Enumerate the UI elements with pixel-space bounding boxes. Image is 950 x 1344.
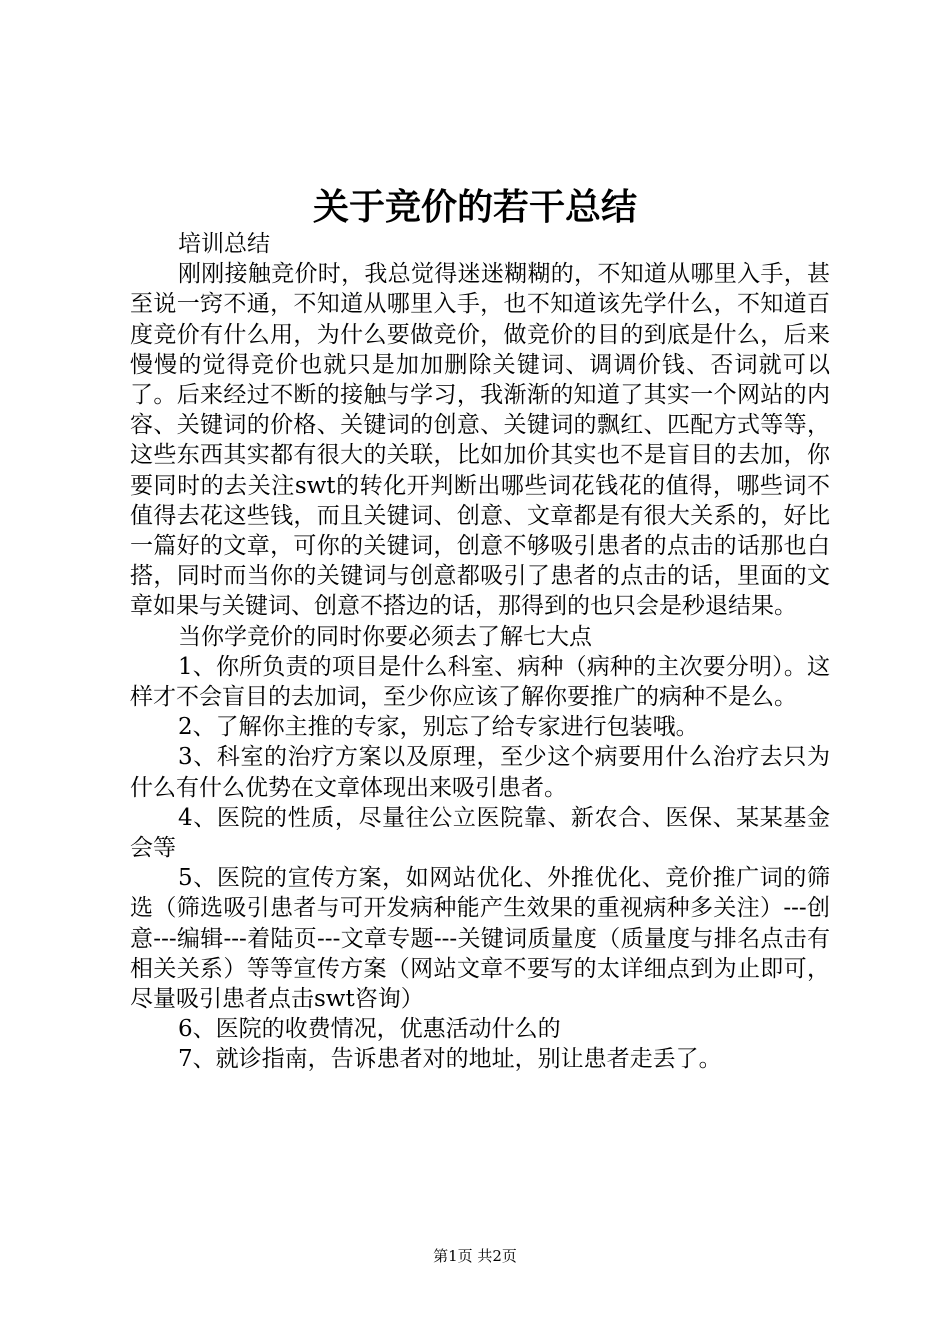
list-item-point-2: 2、了解你主推的专家，别忘了给专家进行包装哦。 [178, 714, 699, 741]
list-item-point-4: 4、医院的性质，尽量往公立医院靠、新农合、医保、某某基金会等 [130, 804, 830, 862]
list-item-point-3: 3、科室的治疗方案以及原理，至少这个病要用什么治疗去只为什么有什么优势在文章体现出来吸引患者。 [130, 744, 830, 801]
list-item-point-7: 7、就诊指南，告诉患者对的地址，别让患者走丢了。 [178, 1046, 722, 1073]
list-item-point-1: 1、你所负责的项目是什么科室、病种（病种的主次要分明）。这样才不会盲目的去加词，至少你应该了解你要推广的病种不是么。 [130, 653, 830, 711]
list-item-point-6: 6、医院的收费情况，优惠活动什么的 [178, 1016, 561, 1043]
paragraph-training-summary: 培训总结 [178, 231, 270, 257]
list-item-point-5: 5、医院的宣传方案，如网站优化、外推优化、竞价推广词的筛选（筛选吸引患者与可开发病种能产生效果的重视病种多关注）---创意---编辑---着陆页---文章专题---关键词质量度（质量度与排名点击有相关关系）等等宣传方案（网站文章不要写的太详细点到为止即可，尽量吸引患者点击swt咨询） [130, 865, 830, 1013]
page-number: 第1页 共2页 [433, 1247, 517, 1265]
paragraph-seven-points-heading: 当你学竞价的同时你要必须去了解七大点 [178, 623, 592, 650]
page-footer [0, 1246, 950, 1266]
document-body [130, 229, 830, 1075]
page-title: 关于竞价的若干总结 [312, 186, 637, 228]
paragraph-intro: 刚刚接触竞价时，我总觉得迷迷糊糊的，不知道从哪里入手，甚至说一窍不通，不知道从哪里入手，也不知道该先学什么，不知道百度竞价有什么用，为什么要做竞价，做竞价的目的到底是什么，后来慢慢的觉得竞价也就只是加加删除关键词、调调价钱、否词就可以了。后来经过不断的接触与学习，我渐渐的知道了其实一个网站的内容、关键词的价格、关键词的创意、关键词的飘红、匹配方式等等，这些东西其实都有很大的关联，比如加价其实也不是盲目的去加，你要同时的去关注swt的转化开判断出哪些词花钱花的值得，哪些词不值得去花这些钱，而且关键词、创意、文章都是有很大关系的，好比一篇好的文章，可你的关键词，创意不够吸引患者的点击的话那也白搭，同时而当你的关键词与创意都吸引了患者的点击的话，里面的文章如果与关键词、创意不搭边的话，那得到的也只会是秒退结果。 [130, 261, 830, 620]
